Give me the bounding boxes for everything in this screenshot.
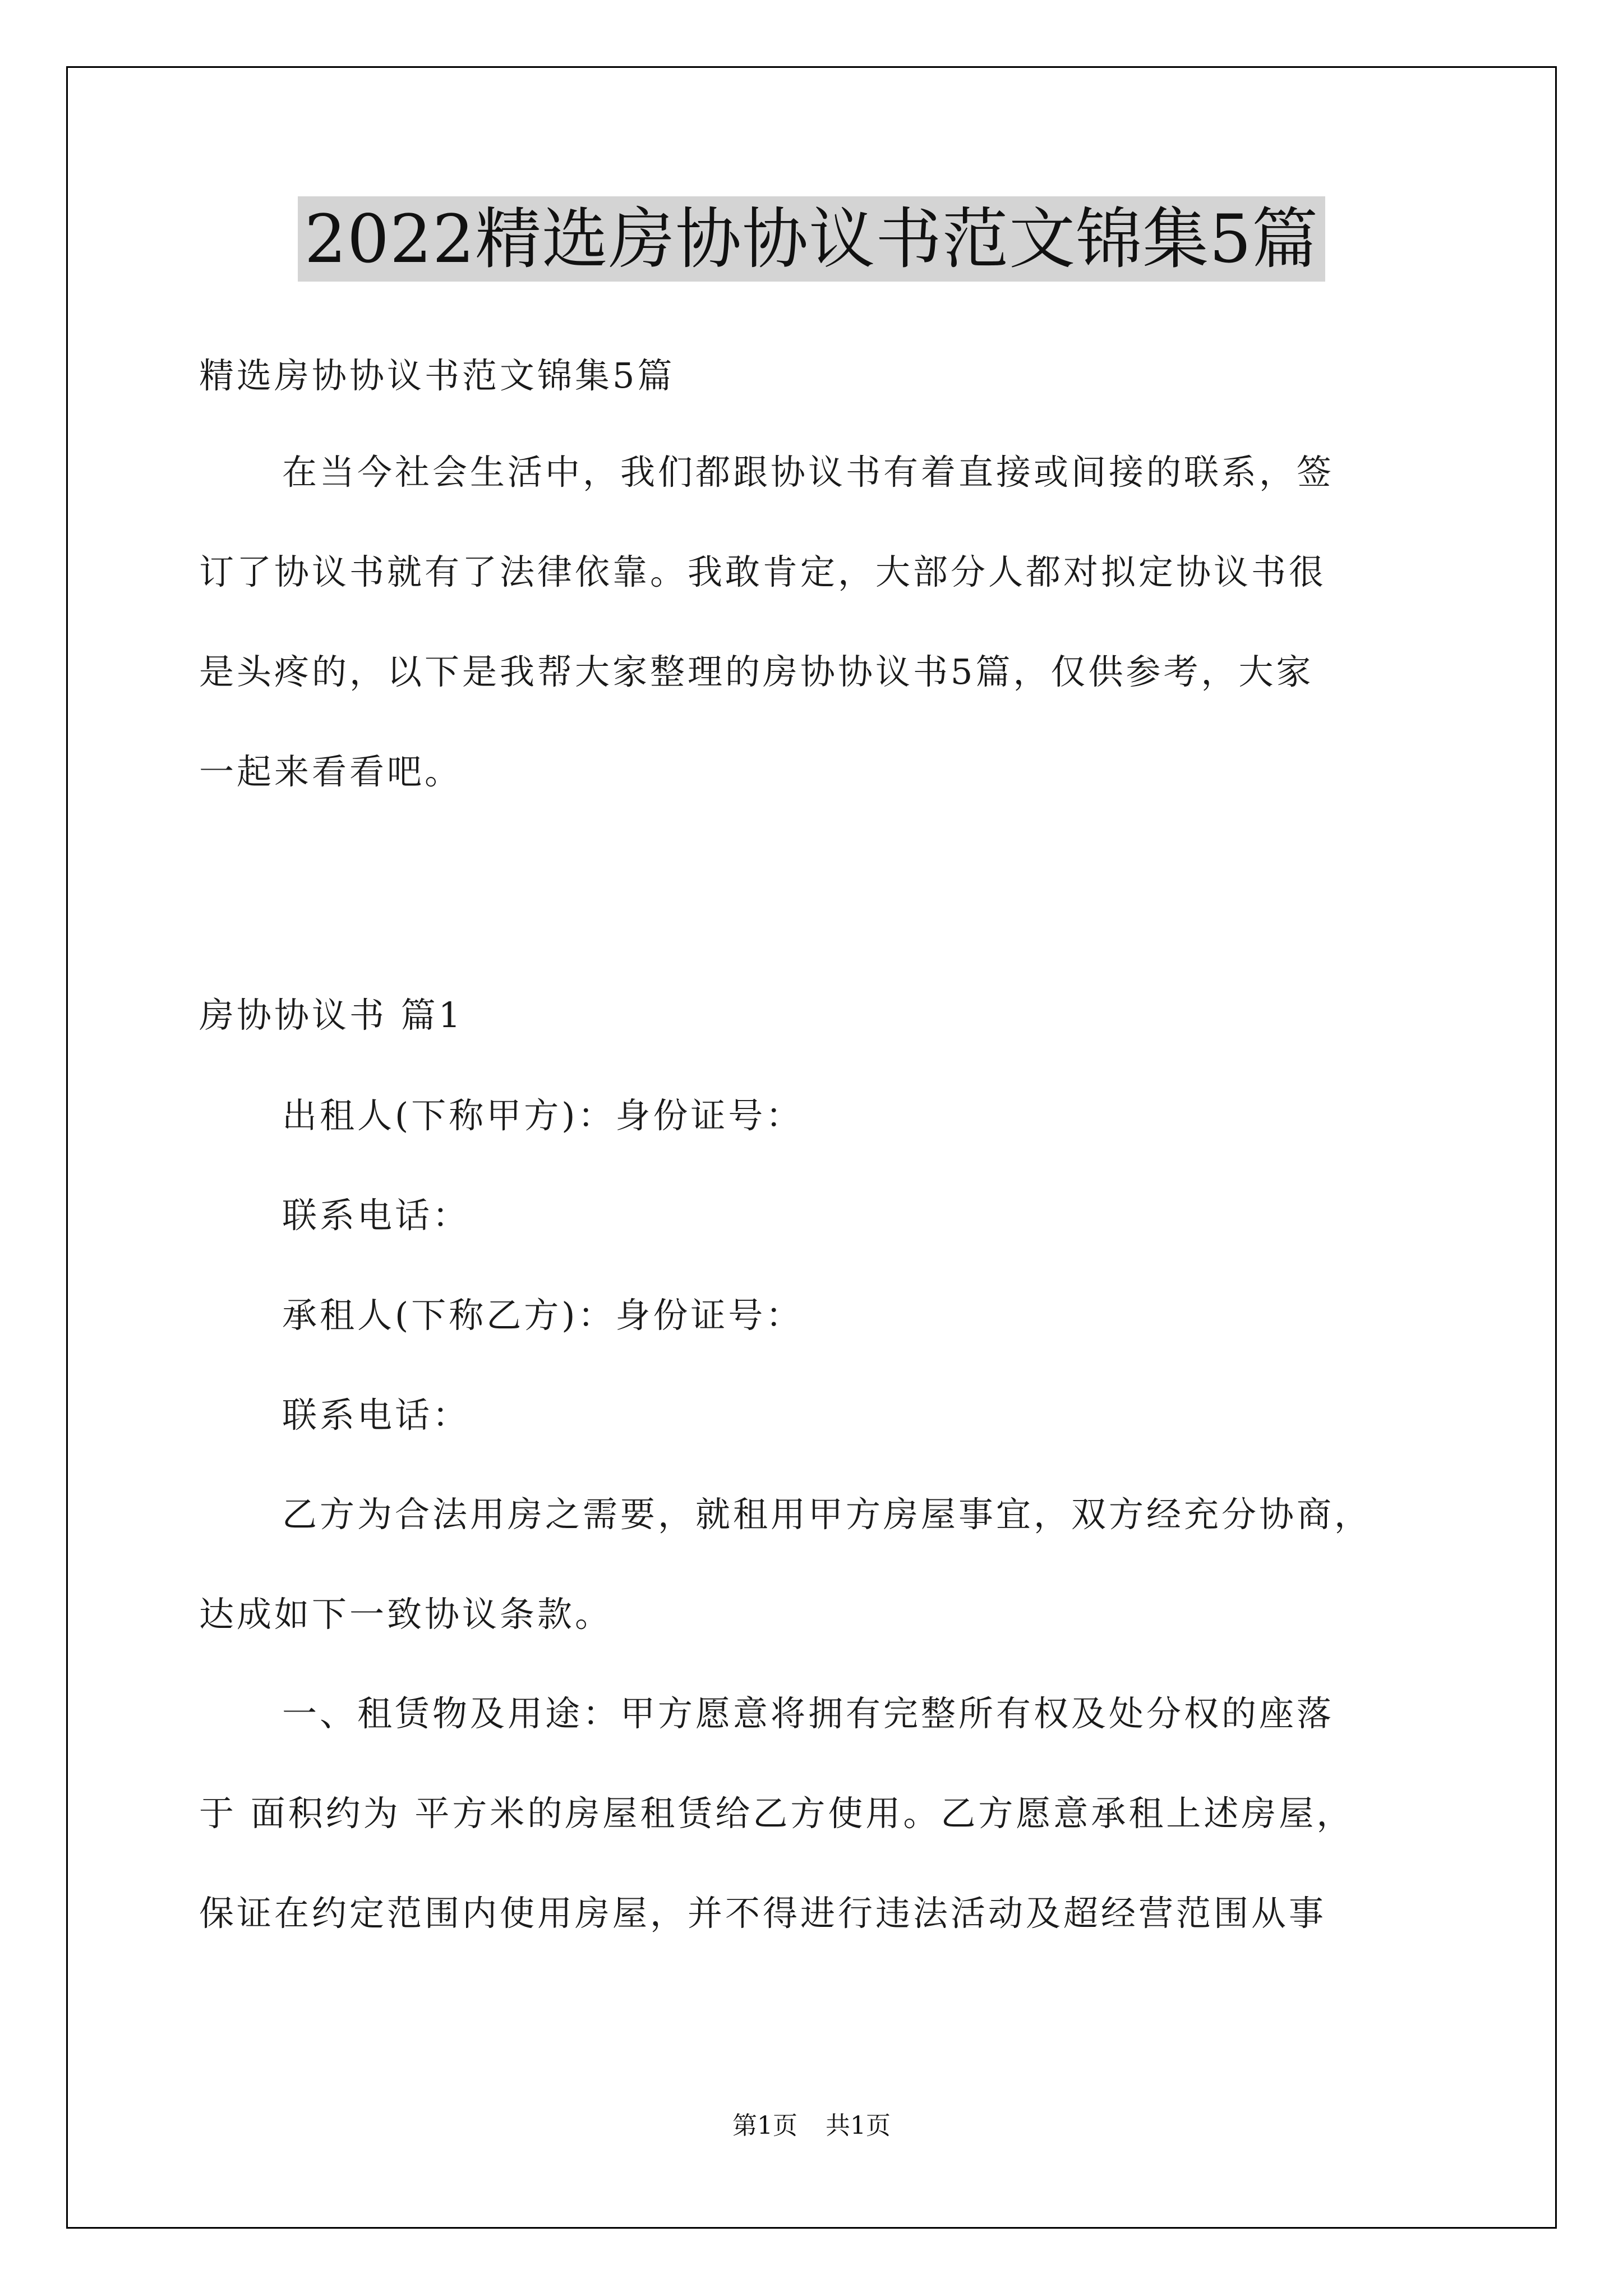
title-container	[0, 196, 1623, 282]
intro-line-2: 订了协议书就有了法律依靠。我敢肯定，大部分人都对拟定协议书很	[199, 551, 1327, 592]
intro-line-1: 在当今社会生活中，我们都跟协议书有着直接或间接的联系，签	[282, 452, 1335, 493]
intro-line-3: 是头疼的，以下是我帮大家整理的房协协议书5篇，仅供参考，大家	[199, 651, 1314, 692]
party-a-line: 出租人(下称甲方)：身份证号：	[282, 1095, 804, 1136]
page-footer	[0, 2110, 1623, 2142]
document-subtitle: 精选房协协议书范文锦集5篇	[199, 355, 675, 396]
party-b-phone-line: 联系电话：	[282, 1395, 471, 1435]
clause-one-line-3: 保证在约定范围内使用房屋，并不得进行违法活动及超经营范围从事	[199, 1893, 1327, 1934]
agreement-line-1: 乙方为合法用房之需要，就租用甲方房屋事宜，双方经充分协商，	[282, 1494, 1372, 1535]
intro-line-4: 一起来看看吧。	[199, 751, 463, 792]
page-total: 共1页	[826, 2111, 891, 2140]
party-a-phone-line: 联系电话：	[282, 1195, 471, 1236]
page-number: 第1页	[732, 2111, 797, 2140]
section-heading: 房协协议书 篇1	[199, 995, 464, 1036]
agreement-line-2: 达成如下一致协议条款。	[199, 1594, 613, 1635]
document-title: 2022精选房协协议书范文锦集5篇	[298, 196, 1325, 282]
clause-one-line-2: 于 面积约为 平方米的房屋租赁给乙方使用。乙方愿意承租上述房屋，	[199, 1793, 1354, 1834]
party-b-line: 承租人(下称乙方)：身份证号：	[282, 1295, 804, 1336]
clause-one-line-1: 一、租赁物及用途：甲方愿意将拥有完整所有权及处分权的座落	[282, 1693, 1335, 1734]
